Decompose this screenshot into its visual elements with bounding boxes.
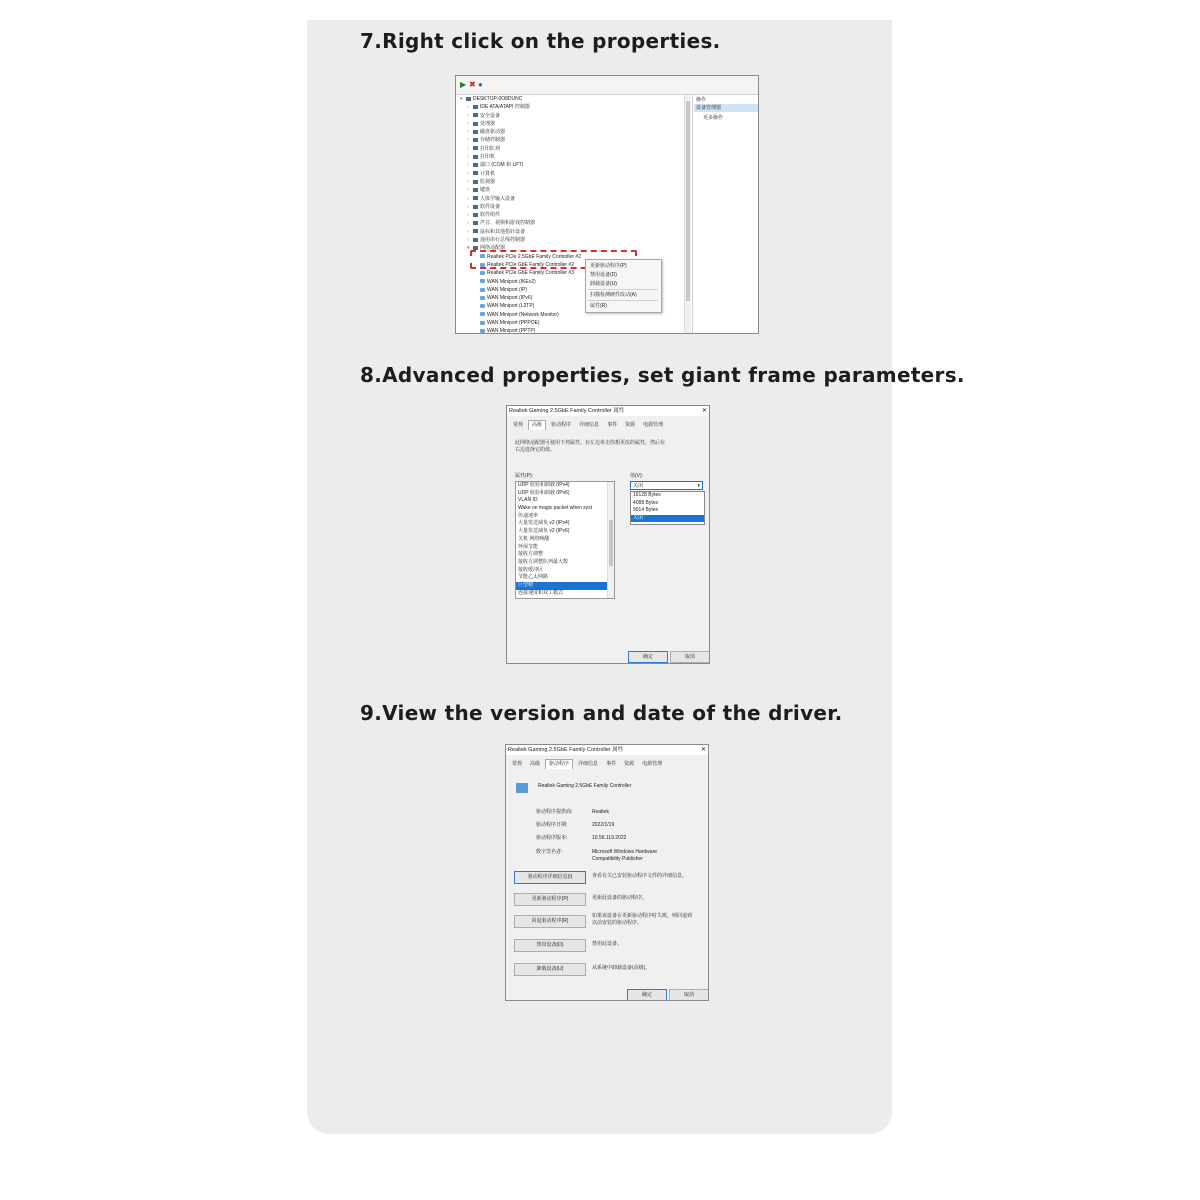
tree-item-label: 人体学输入设备 <box>480 195 516 202</box>
tree-item-label: WAN Miniport (PPPOE) <box>487 320 540 327</box>
tree-item[interactable] <box>460 211 690 219</box>
chevron-right-icon[interactable]: › <box>467 170 469 177</box>
device-category-icon <box>473 238 478 242</box>
tree-item-label: IDE ATA/ATAPI 控制器 <box>480 104 530 111</box>
tree-item-label: 监视器 <box>480 178 496 185</box>
rollback-driver-desc-2: 以前安装的驱动程序。 <box>592 920 643 926</box>
tree-item[interactable] <box>460 178 690 186</box>
property-item[interactable]: UDP 校验和卸载 (IPv6) <box>518 489 570 496</box>
device-category-icon <box>473 138 478 142</box>
tree-item-label: DESKTOP-0O8DUNC <box>473 96 523 102</box>
value-dropdown <box>630 491 705 525</box>
disable-device-desc: 禁用此设备。 <box>592 941 623 947</box>
tree-item[interactable] <box>460 153 690 161</box>
ctx-update-driver[interactable]: 更新驱动程序(P) <box>590 263 627 269</box>
chevron-down-icon[interactable]: ▾ <box>460 96 463 102</box>
tree-item[interactable] <box>460 195 690 203</box>
tree-item[interactable] <box>460 128 690 136</box>
tree-item[interactable] <box>460 327 690 334</box>
network-adapter-icon <box>480 279 485 283</box>
value-label: 值(V): <box>630 473 644 479</box>
version-value: 10.56.119.2022 <box>592 835 627 841</box>
date-key: 驱动程序日期: <box>536 822 568 828</box>
dialog-tabs <box>510 420 668 430</box>
device-category-icon <box>473 163 478 167</box>
tree-item[interactable] <box>460 319 690 327</box>
device-category-icon <box>473 171 478 175</box>
tree-scrollbar[interactable] <box>684 95 691 333</box>
device-category-icon <box>473 122 478 126</box>
rollback-driver-button[interactable]: 回退驱动程序(R) <box>514 915 586 928</box>
ok-button[interactable]: 确定 <box>628 651 668 663</box>
driver-details-button[interactable]: 驱动程序详细信息(I) <box>514 871 586 884</box>
dialog-title: Realtek Gaming 2.5GbE Family Controller 属性 <box>506 745 708 755</box>
chevron-right-icon[interactable]: › <box>467 237 469 244</box>
network-adapter-icon <box>480 296 485 300</box>
device-name: Realtek Gaming 2.5GbE Family Controller <box>538 783 632 789</box>
property-item[interactable]: 关机 网络唤醒 <box>518 535 550 542</box>
network-adapter-icon <box>480 304 485 308</box>
property-item[interactable]: 节能乙太网路 <box>518 574 549 581</box>
property-item[interactable]: 接收缓冲区 <box>518 566 544 573</box>
chevron-down-icon[interactable]: ▾ <box>467 245 470 252</box>
provider-value: Realtek <box>592 809 609 815</box>
value-option[interactable]: 关闭 <box>631 515 704 523</box>
tree-item-label: 存储控制器 <box>480 137 506 144</box>
network-adapter-icon <box>480 312 485 316</box>
property-item[interactable]: VLAN ID <box>518 497 538 504</box>
tab[interactable]: 常规 <box>512 761 523 767</box>
chevron-right-icon[interactable]: › <box>467 137 469 144</box>
tab[interactable]: 驱动程序 <box>545 759 573 769</box>
tree-item-label: WAN Miniport (L2TP) <box>487 303 535 310</box>
tree-item-label: WAN Miniport (IKEv2) <box>487 278 536 285</box>
enable-icon[interactable]: ▶ <box>460 80 467 89</box>
update-driver-button[interactable]: 更新驱动程序(P) <box>514 893 586 906</box>
chevron-right-icon[interactable]: › <box>467 129 469 136</box>
network-adapter-icon <box>480 271 485 275</box>
chevron-right-icon[interactable]: › <box>467 120 469 127</box>
tree-item[interactable] <box>460 95 690 103</box>
property-item[interactable]: 传递速率 <box>518 512 539 519</box>
tree-item-label: 软件设备 <box>480 203 501 210</box>
tree-item-label: 键盘 <box>480 187 491 194</box>
tree-item[interactable] <box>460 120 690 128</box>
property-item[interactable]: Wake on magic packet when syst <box>518 505 593 512</box>
property-item[interactable]: 接收方调整 <box>518 551 544 558</box>
tree-item[interactable] <box>460 219 690 227</box>
tree-item-label: 通用串行总线控制器 <box>480 237 526 244</box>
property-item[interactable]: 环保节能 <box>518 543 539 550</box>
chevron-right-icon[interactable]: › <box>467 195 469 202</box>
chevron-right-icon[interactable]: › <box>467 104 469 111</box>
tree-item-label: 网络适配器 <box>480 245 506 252</box>
device-category-icon <box>473 188 478 192</box>
chevron-down-icon[interactable]: ▾ <box>697 483 700 489</box>
tree-item-label: 声音、视频和游戏控制器 <box>480 220 536 227</box>
device-category-icon <box>473 205 478 209</box>
close-icon[interactable]: ✕ <box>701 408 707 414</box>
rollback-driver-desc: 如果该设备在更新驱动程序时失败，则回退到 <box>592 913 693 919</box>
tree-item-label: WAN Miniport (IP) <box>487 286 528 293</box>
version-key: 驱动程序版本: <box>536 835 568 841</box>
property-list[interactable] <box>515 481 615 599</box>
tree-item-label: WAN Miniport (PPTP) <box>487 328 536 334</box>
cancel-button[interactable]: 取消 <box>670 651 710 663</box>
tree-item[interactable] <box>460 186 690 194</box>
device-category-icon <box>473 146 478 150</box>
chevron-right-icon[interactable]: › <box>467 162 469 169</box>
signer-value-2: Compatibility Publisher <box>592 856 643 862</box>
tree-item-label: 安全设备 <box>480 112 501 119</box>
tree-item-label: 鼠标和其他指针设备 <box>480 228 526 235</box>
property-item[interactable]: 接收方调整队列最大数 <box>518 558 569 565</box>
tree-item-label: 计算机 <box>480 170 496 177</box>
device-category-icon <box>473 196 478 200</box>
tree-item[interactable] <box>460 228 690 236</box>
tree-item-label: 打印机 <box>480 154 496 161</box>
device-category-icon <box>473 180 478 184</box>
network-adapter-icon <box>480 321 485 325</box>
property-item[interactable]: 连接速度和双工模式 <box>518 589 564 596</box>
tab[interactable]: 电源管理 <box>642 761 663 767</box>
close-icon[interactable]: ✕ <box>700 747 706 753</box>
tab[interactable]: 常规 <box>513 422 524 428</box>
provider-key: 驱动程序提供商: <box>536 809 573 815</box>
actions-pane <box>692 95 759 333</box>
tree-item[interactable] <box>460 203 690 211</box>
value-option[interactable]: 4088 Bytes <box>633 499 659 506</box>
advanced-properties-dialog <box>506 405 710 664</box>
step-7-heading: 7.Right click on the properties. <box>360 29 721 53</box>
ctx-uninstall-device[interactable]: 卸载设备(U) <box>590 281 617 287</box>
network-adapter-icon <box>516 783 528 793</box>
network-adapter-icon <box>480 288 485 292</box>
context-menu <box>585 259 662 313</box>
tree-item[interactable] <box>460 136 690 144</box>
network-adapter-icon <box>480 329 485 333</box>
uninstall-device-desc: 从系统中卸载设备(高级)。 <box>592 965 651 971</box>
tab[interactable]: 高级 <box>528 420 546 430</box>
uninstall-device-button[interactable]: 卸载设备(U) <box>514 963 586 976</box>
step-8-heading: 8.Advanced properties, set giant frame parameters. <box>360 363 965 387</box>
value-select[interactable]: 关闭 ▾ <box>630 481 703 490</box>
cancel-button[interactable]: 取消 <box>669 989 709 1001</box>
tab[interactable]: 电源管理 <box>643 422 664 428</box>
signer-value: Microsoft Windows Hardware <box>592 849 658 855</box>
tree-item-label: 打印队列 <box>480 145 501 152</box>
tree-item-label: Realtek PCIe GbE Family Controller #3 <box>487 270 574 277</box>
ok-button[interactable]: 确定 <box>627 989 667 1001</box>
device-category-icon <box>466 97 471 101</box>
tree-item-label: 端口 (COM 和 LPT) <box>480 162 524 169</box>
tree-item-label: Realtek PCIe GbE Family Controller #2 <box>487 261 574 268</box>
signer-key: 数字签名者: <box>536 849 563 855</box>
tab[interactable]: 事件 <box>606 761 617 767</box>
tree-item[interactable] <box>460 145 690 153</box>
chevron-right-icon[interactable]: › <box>467 154 469 161</box>
chevron-right-icon[interactable]: › <box>467 220 469 227</box>
tree-item[interactable] <box>460 236 690 244</box>
device-manager-screenshot <box>455 75 759 334</box>
tree-item-label: 处理器 <box>480 120 496 127</box>
dialog-title: Realtek Gaming 2.5GbE Family Controller 属性 <box>507 406 709 416</box>
chevron-right-icon[interactable]: › <box>467 228 469 235</box>
device-category-icon <box>473 155 478 159</box>
ctx-scan-hardware[interactable]: 扫描检测硬件改动(A) <box>590 292 637 298</box>
disable-device-button[interactable]: 禁用设备(D) <box>514 939 586 952</box>
device-category-icon <box>473 105 478 109</box>
tab[interactable]: 资源 <box>624 761 635 767</box>
property-item[interactable]: UDP 校验和卸载 (IPv4) <box>518 482 570 488</box>
tree-item-label: WAN Miniport (IPv6) <box>487 295 533 302</box>
tab[interactable]: 事件 <box>607 422 618 428</box>
download-icon[interactable]: ● <box>478 80 483 89</box>
device-category-icon <box>473 221 478 225</box>
tree-item[interactable] <box>460 103 690 111</box>
tab[interactable]: 高级 <box>530 761 541 767</box>
chevron-right-icon[interactable]: › <box>467 112 469 119</box>
tab[interactable]: 驱动程序 <box>551 422 572 428</box>
toolbar <box>456 76 758 95</box>
dialog-tabs <box>509 759 667 769</box>
delete-icon[interactable]: ✖ <box>469 80 476 89</box>
chevron-right-icon[interactable]: › <box>467 212 469 219</box>
chevron-right-icon[interactable]: › <box>467 203 469 210</box>
tab[interactable]: 详细信息 <box>578 761 599 767</box>
tree-item-label: WAN Miniport (Network Monitor) <box>487 311 559 318</box>
device-category-icon <box>473 213 478 217</box>
tree-item-label: 软件组件 <box>480 212 501 219</box>
tab[interactable]: 资源 <box>625 422 636 428</box>
property-label: 属性(P): <box>515 473 534 479</box>
value-option[interactable]: 16128 Bytes <box>633 492 661 498</box>
chevron-right-icon[interactable]: › <box>467 178 469 185</box>
property-list-scrollbar[interactable] <box>607 482 614 598</box>
advanced-description: 此网络适配器可使用下列属性。在左边单击你想更改的属性，然后在 右边选择它的值。 <box>515 440 666 453</box>
chevron-right-icon[interactable]: › <box>467 145 469 152</box>
date-value: 2022/1/19 <box>592 822 615 828</box>
tab[interactable]: 详细信息 <box>579 422 600 428</box>
device-category-icon <box>473 113 478 117</box>
device-category-icon <box>473 229 478 233</box>
update-driver-desc: 更新此设备的驱动程序。 <box>592 895 648 901</box>
actions-selected[interactable]: 设备管理器 <box>694 104 758 112</box>
driver-properties-dialog <box>505 744 709 1001</box>
tree-item[interactable] <box>460 161 690 169</box>
device-category-icon <box>473 130 478 134</box>
value-option[interactable]: 9014 Bytes <box>633 507 659 513</box>
tree-item[interactable] <box>460 112 690 120</box>
chevron-right-icon[interactable]: › <box>467 187 469 194</box>
ctx-disable-device[interactable]: 禁用设备(D) <box>590 272 617 278</box>
step-9-heading: 9.View the version and date of the driver. <box>360 701 843 725</box>
actions-more[interactable]: 更多操作 <box>703 115 724 121</box>
property-item[interactable]: 巨型帧 <box>516 582 614 590</box>
tree-item-label: Realtek PCIe 2.5GbE Family Controller #2 <box>487 253 581 260</box>
tree-item[interactable] <box>460 170 690 178</box>
ctx-properties[interactable]: 属性(R) <box>590 303 607 309</box>
tree-item-label: 磁盘驱动器 <box>480 129 506 136</box>
property-item[interactable]: 大量发送减负 v2 (IPv6) <box>518 528 570 535</box>
property-item[interactable]: 大量发送减负 v2 (IPv4) <box>518 520 570 527</box>
driver-details-desc: 查看有关已安装驱动程序文件的详细信息。 <box>592 873 688 879</box>
actions-header: 操作 <box>696 97 707 103</box>
